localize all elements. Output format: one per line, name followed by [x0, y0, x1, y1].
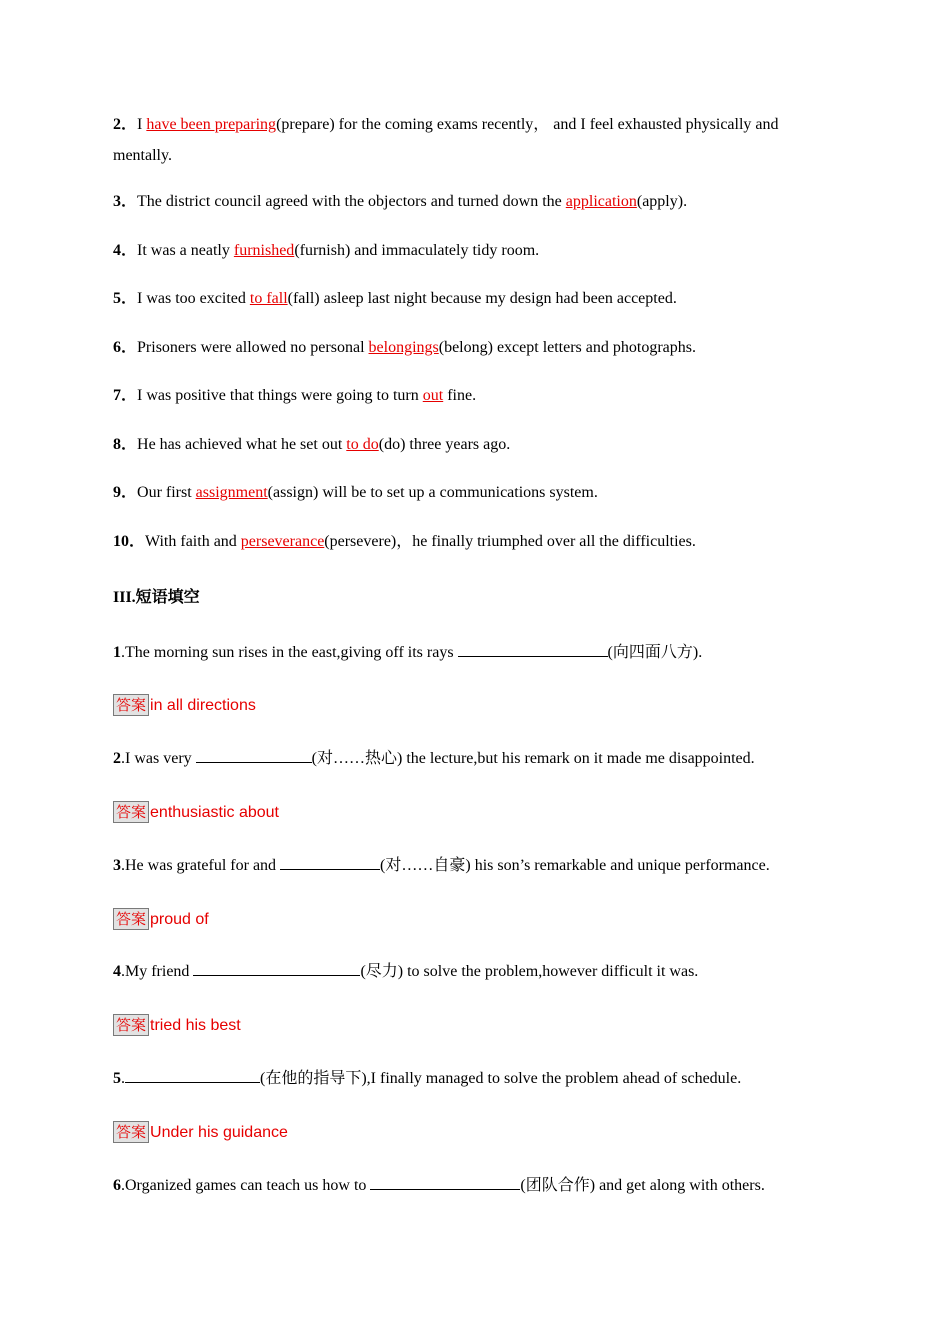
answer-text: have been preparing [146, 116, 277, 133]
exercise-item-8: 8．He has achieved what he set out to do(do) three years ago. [113, 436, 511, 453]
answer-row-4 [113, 1014, 241, 1036]
exercise-item-5: 5．I was too excited to fall(fall) asleep last night because my design had been accepted. [113, 290, 677, 307]
answer-row-5 [113, 1121, 288, 1143]
question-number: 1 [113, 644, 121, 661]
answer-text: belongings [368, 339, 439, 356]
answer-text: Under his guidance [150, 1124, 288, 1141]
item-number: 9． [113, 484, 138, 501]
question-number: 5 [113, 1070, 121, 1087]
item-number: 7． [113, 387, 138, 404]
answer-row-2 [113, 801, 279, 823]
chinese-hint: (在他的指导下) [260, 1070, 367, 1087]
answer-text: enthusiastic about [150, 804, 279, 821]
answer-text: assignment [195, 484, 268, 501]
phrase-question-2: 2.I was very (对……热心) the lecture,but his remark on it made me disappointed. [113, 750, 755, 767]
exercise-item-6: 6．Prisoners were allowed no personal belongings(belong) except letters and photographs. [113, 339, 696, 356]
answer-tag: 答案 [113, 1014, 149, 1036]
answer-tag: 答案 [113, 694, 149, 716]
answer-tag: 答案 [113, 801, 149, 823]
answer-tag: 答案 [113, 1121, 149, 1143]
item-number: 3． [113, 193, 138, 210]
chinese-hint: (尽力) [360, 963, 404, 980]
phrase-question-3: 3.He was grateful for and (对……自豪) his son’s remarkable and unique performance. [113, 857, 770, 874]
question-number: 2 [113, 750, 121, 767]
exercise-item-3: 3．The district council agreed with the objectors and turned down the application(apply). [113, 193, 688, 210]
answer-text: tried his best [150, 1017, 241, 1034]
answer-text: perseverance [240, 533, 325, 550]
chinese-hint: (团队合作) [520, 1177, 596, 1194]
answer-text: proud of [150, 911, 209, 928]
answer-tag: 答案 [113, 908, 149, 930]
chinese-hint: (对……热心) [311, 750, 403, 767]
exercise-item-4: 4．It was a neatly furnished(furnish) and immaculately tidy room. [113, 242, 540, 259]
item-number: 10． [113, 533, 146, 550]
answer-row-1 [113, 694, 256, 716]
fill-blank [280, 855, 380, 870]
item-number: 5． [113, 290, 138, 307]
phrase-question-4: 4.My friend (尽力) to solve the problem,however difficult it was. [113, 963, 699, 980]
answer-text: in all directions [150, 697, 256, 714]
chinese-hint: (对……自豪) [380, 857, 471, 874]
exercise-item-9: 9．Our first assignment(assign) will be to set up a communications system. [113, 484, 598, 501]
fill-blank [370, 1175, 520, 1190]
fill-blank [125, 1068, 260, 1083]
exercise-item-2-continued: mentally. [113, 147, 172, 164]
fill-blank [458, 642, 608, 657]
phrase-question-5: 5. (在他的指导下),I finally managed to solve the problem ahead of schedule. [113, 1070, 742, 1087]
fill-blank [196, 748, 312, 763]
answer-text: to fall [249, 290, 288, 307]
item-number: 4． [113, 242, 138, 259]
fill-blank [193, 961, 360, 976]
answer-text: to do [346, 436, 379, 453]
question-number: 4 [113, 963, 121, 980]
question-number: 6 [113, 1177, 121, 1194]
item-number: 2． [113, 116, 138, 133]
chinese-hint: (向四面八方). [607, 644, 703, 661]
exercise-item-10: 10．With faith and perseverance(persevere)，he finally triumphed over all the difficulties. [113, 533, 696, 550]
item-number: 6． [113, 339, 138, 356]
answer-text: out [422, 387, 444, 404]
answer-text: furnished [233, 242, 295, 259]
item-number: 8． [113, 436, 138, 453]
answer-row-3 [113, 908, 209, 930]
question-number: 3 [113, 857, 121, 874]
exercise-item-7: 7．I was positive that things were going to turn out fine. [113, 387, 477, 404]
phrase-question-6: 6.Organized games can teach us how to (团队合作) and get along with others. [113, 1177, 765, 1194]
section-title: III.短语填空 [113, 589, 200, 606]
answer-text: application [565, 193, 637, 210]
phrase-question-1: 1.The morning sun rises in the east,giving off its rays (向四面八方). [113, 644, 703, 661]
exercise-item-2: 2．I have been preparing(prepare) for the coming exams recently， and I feel exhausted physically and [113, 116, 779, 133]
